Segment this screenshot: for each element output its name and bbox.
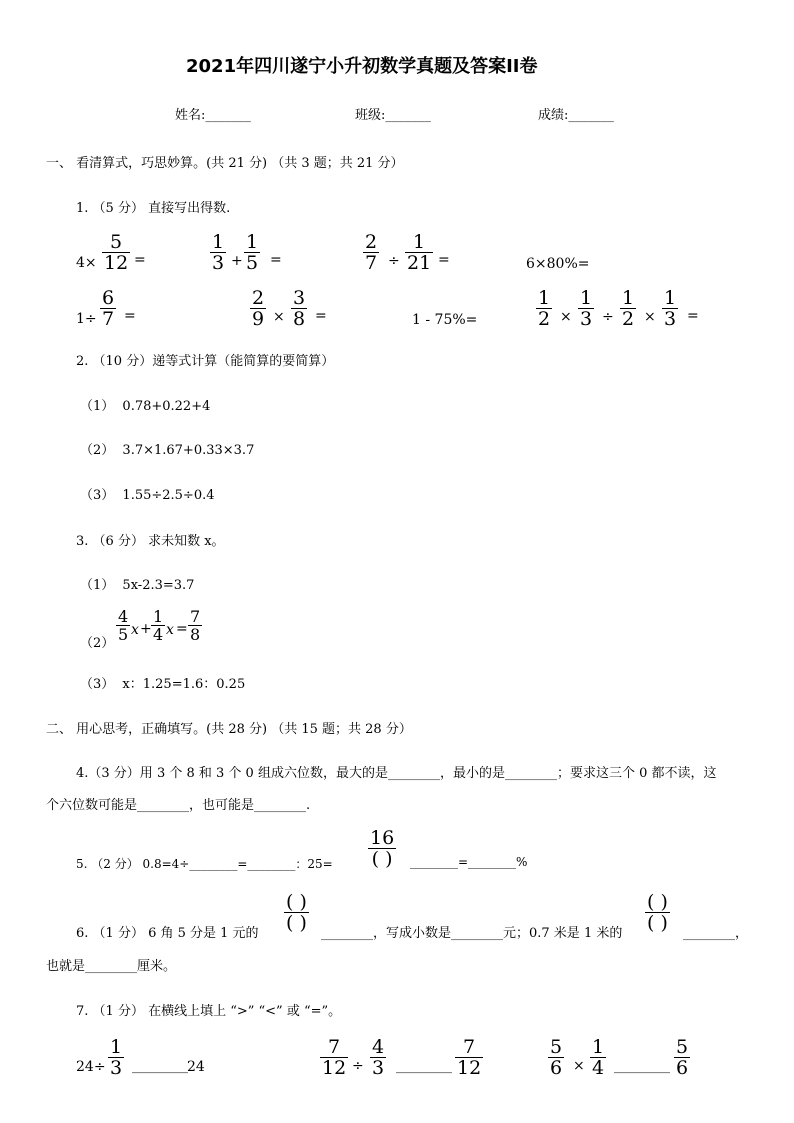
q1-r2-a-fraction <box>100 289 116 329</box>
denominator: 4 <box>592 1057 605 1079</box>
q1-r1-b-fraction-1 <box>210 233 226 273</box>
class-label: 班级: <box>355 108 386 123</box>
q3-i2-plus: + <box>140 621 152 637</box>
denominator: 3 <box>372 1057 385 1079</box>
q2-item-expr: 0.78+0.22+4 <box>122 399 211 414</box>
numerator: 4 <box>372 1036 385 1058</box>
denominator: 7 <box>102 308 115 330</box>
q6-line-2: 也就是________厘米。 <box>46 959 177 974</box>
q1-r2-c: 1 - 75%= <box>412 312 478 328</box>
numerator: 5 <box>110 231 123 253</box>
q2-item <box>80 439 254 458</box>
denominator: 9 <box>252 308 265 330</box>
q3-item-3 <box>80 673 245 692</box>
class-field[interactable] <box>355 104 431 123</box>
q2-item-num: （1） <box>80 399 115 414</box>
q3-i2-x2: x <box>166 622 174 638</box>
numerator: 7 <box>328 1036 341 1058</box>
numerator: 1 <box>413 231 426 253</box>
q7-c-fraction-1 <box>548 1038 564 1078</box>
numerator: ( ) <box>286 891 307 913</box>
name-label: 姓名: <box>175 108 206 123</box>
q1-r2-a-eq: = <box>124 308 136 324</box>
q1-r1-c-eq: = <box>438 252 450 268</box>
numerator: 7 <box>190 607 201 626</box>
q1-r1-a-eq: = <box>134 252 146 268</box>
denominator: 4 <box>153 625 164 644</box>
numerator: 1 <box>580 287 593 309</box>
q7-a-blank[interactable]: ________ <box>132 1058 188 1074</box>
q3-item-expr: x：1.25=1.6：0.25 <box>122 677 246 692</box>
numerator: 2 <box>252 287 265 309</box>
q1-r1-b-fraction-2 <box>244 233 260 273</box>
numerator: 1 <box>153 607 164 626</box>
denominator: 5 <box>118 625 129 644</box>
q7-c-fraction-2 <box>590 1038 606 1078</box>
denominator: 7 <box>365 252 378 274</box>
numerator: 1 <box>664 287 677 309</box>
q1-r1-d: 6×80%= <box>526 256 590 272</box>
numerator: 5 <box>676 1036 689 1058</box>
class-blank: _______ <box>385 108 431 123</box>
denominator: 3 <box>580 308 593 330</box>
q7-b-fraction-1 <box>320 1038 348 1078</box>
denominator: ( ) <box>286 912 307 934</box>
q7-title: 7. （1 分） 在横线上填上 “>” “<” 或 “=”。 <box>76 1004 342 1019</box>
q2-item-expr: 1.55÷2.5÷0.4 <box>122 488 215 503</box>
q7-b-blank[interactable]: ________ <box>396 1058 452 1074</box>
q2-item-num: （3） <box>80 488 115 503</box>
q2-item-expr: 3.7×1.67+0.33×3.7 <box>122 443 255 458</box>
q3-i2-x1: x <box>131 622 139 638</box>
denominator: 8 <box>190 625 201 644</box>
denominator: 2 <box>538 308 551 330</box>
denominator: 2 <box>622 308 635 330</box>
q2-title: 2. （10 分）递等式计算（能简算的要简算） <box>76 354 335 369</box>
q7-c-blank[interactable]: ________ <box>614 1058 670 1074</box>
q1-r2-a-prefix: 1÷ <box>76 311 97 327</box>
q4-line-1: 4.（3 分）用 3 个 8 和 3 个 0 组成六位数，最大的是________，最小的是________；要求这三个 0 都不读，这 <box>76 766 717 781</box>
section-1-title: 一、 看清算式，巧思妙算。(共 21 分) （共 3 题；共 21 分） <box>46 156 404 171</box>
q1-r2-d-fraction-1 <box>536 289 552 329</box>
numerator: 1 <box>246 231 259 253</box>
q5-fraction <box>368 829 396 869</box>
q1-r2-b-eq: = <box>315 308 327 324</box>
q7-a-fraction <box>108 1038 124 1078</box>
denominator: 12 <box>322 1057 347 1079</box>
numerator: 1 <box>212 231 225 253</box>
denominator: 21 <box>407 252 432 274</box>
q1-r1-a-fraction <box>102 233 130 273</box>
q3-i2-fraction-2 <box>151 609 165 643</box>
q1-r2-d-op1: × <box>560 309 572 325</box>
score-blank: _______ <box>568 108 614 123</box>
q7-c-times: × <box>573 1058 585 1074</box>
q1-r2-b-fraction-1 <box>250 289 266 329</box>
numerator: 2 <box>365 231 378 253</box>
numerator: 6 <box>102 287 115 309</box>
q1-r1-b-eq: = <box>270 252 282 268</box>
q7-a-prefix: 24÷ <box>76 1059 106 1075</box>
q6-fraction-2 <box>645 893 670 933</box>
numerator: 4 <box>118 607 129 626</box>
denominator: 3 <box>110 1057 123 1079</box>
denominator: 3 <box>664 308 677 330</box>
q3-item-num: （3） <box>80 677 115 692</box>
score-field[interactable] <box>538 104 614 123</box>
q2-item <box>80 484 215 503</box>
numerator: ( ) <box>647 891 668 913</box>
section-2-title: 二、 用心思考，正确填写。(共 28 分) （共 15 题；共 28 分） <box>46 722 412 737</box>
name-blank: _______ <box>205 108 251 123</box>
q1-title: 1. （5 分） 直接写出得数. <box>76 201 231 216</box>
q5-text: 5. （2 分） 0.8=4÷________=________：25= <box>76 857 333 871</box>
numerator: 7 <box>463 1036 476 1058</box>
page-title: 2021年四川遂宁小升初数学真题及答案II卷 <box>186 56 538 77</box>
q1-r2-d-op2: ÷ <box>602 309 614 325</box>
numerator: 16 <box>370 827 395 849</box>
numerator: 5 <box>550 1036 563 1058</box>
q6-text-2: ________，写成小数是________元；0.7 米是 1 米的 <box>321 926 623 941</box>
q7-b-fraction-2 <box>370 1038 386 1078</box>
q1-r1-c-div: ÷ <box>388 253 400 269</box>
q1-r1-c-fraction-2 <box>405 233 433 273</box>
denominator: 8 <box>293 308 306 330</box>
q1-r2-b-times: × <box>273 309 285 325</box>
denominator: 6 <box>550 1057 563 1079</box>
q3-item-expr: 5x-2.3=3.7 <box>122 578 195 593</box>
name-field[interactable] <box>175 104 251 123</box>
numerator: 1 <box>110 1036 123 1058</box>
q5-after: ________=________% <box>410 855 528 869</box>
q1-r1-a-prefix: 4× <box>76 255 97 271</box>
q1-r2-d-fraction-3 <box>620 289 636 329</box>
q6-text-3: ________， <box>683 926 749 941</box>
q1-r2-d-op3: × <box>644 309 656 325</box>
q3-item-1 <box>80 574 194 593</box>
q1-r2-d-fraction-2 <box>578 289 594 329</box>
q6-fraction-1 <box>284 893 309 933</box>
denominator: 3 <box>212 252 225 274</box>
q1-r1-b-plus: + <box>231 253 243 269</box>
q7-c-fraction-3 <box>674 1038 690 1078</box>
q1-r2-b-fraction-2 <box>291 289 307 329</box>
q7-a-suffix: 24 <box>187 1059 205 1075</box>
q3-i2-fraction-1 <box>116 609 130 643</box>
denominator: ( ) <box>368 848 396 869</box>
score-label: 成绩: <box>538 108 569 123</box>
denominator: 12 <box>457 1057 482 1079</box>
q7-b-fraction-3 <box>455 1038 483 1078</box>
q2-item <box>80 395 210 414</box>
q6-text-1: 6. （1 分） 6 角 5 分是 1 元的 <box>76 926 259 941</box>
numerator: 3 <box>293 287 306 309</box>
numerator: 1 <box>538 287 551 309</box>
q3-i2-fraction-3 <box>188 609 202 643</box>
q1-r2-d-fraction-4 <box>662 289 678 329</box>
denominator: ( ) <box>647 912 668 934</box>
q1-r2-d-eq: = <box>687 308 699 324</box>
q3-item-2-num: （2） <box>80 636 115 651</box>
q7-b-div: ÷ <box>352 1058 364 1074</box>
q3-i2-eq: = <box>176 621 188 637</box>
denominator: 5 <box>246 252 259 274</box>
numerator: 1 <box>592 1036 605 1058</box>
q3-item-num: （1） <box>80 578 115 593</box>
denominator: 6 <box>676 1057 689 1079</box>
q3-title: 3. （6 分） 求未知数 x。 <box>76 534 225 549</box>
q1-r1-c-fraction-1 <box>363 233 379 273</box>
q2-item-num: （2） <box>80 443 115 458</box>
q4-line-2: 个六位数可能是________，也可能是________. <box>46 798 311 813</box>
numerator: 1 <box>622 287 635 309</box>
denominator: 12 <box>104 252 129 274</box>
